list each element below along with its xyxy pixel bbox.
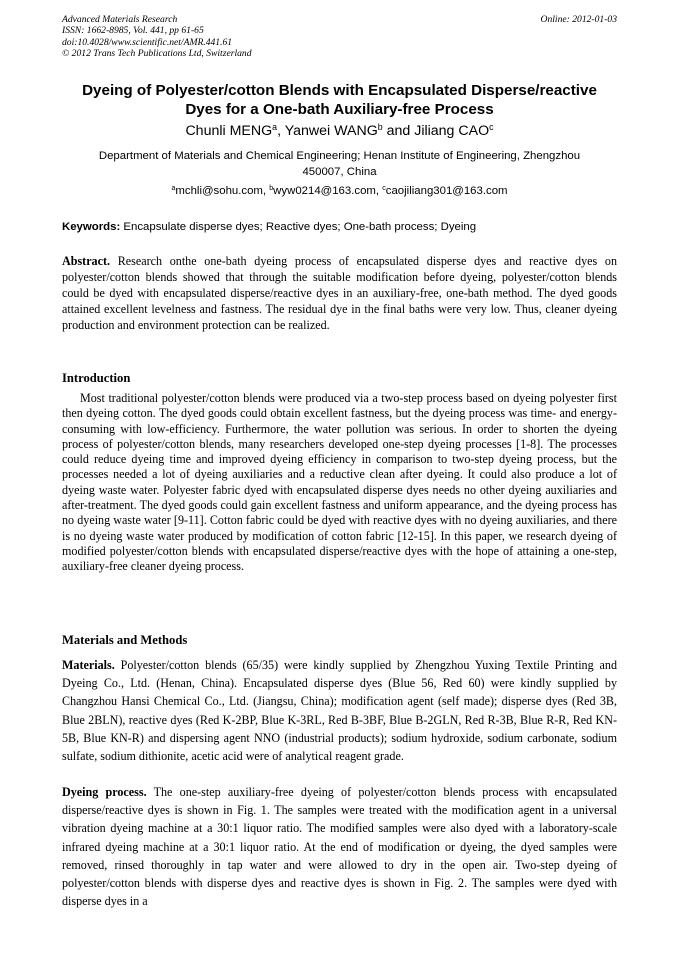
author-name: Jiliang CAO (414, 123, 490, 139)
introduction-body: Most traditional polyester/cotton blends were produced via a two-step process based on dyeing polyester first then dyeing cotton. The dyed goods could obtain excellent fastness, but the dyeing process was time- and energy-consuming with low-efficiency. Furthermore, the water pollution was serious. In order to shorten the dyeing process of polyester/cotton blends, many researchers developed one-step dyeing processes [1-8]. The processes could reduce dyeing time and improved dyeing efficiency in comparison to two-step dyeing process, but the processes needed a lot of dyeing auxiliaries and a reductive clean after dyeing. It could also produce a lot of dyeing waste water. Polyester fabric dyed with encapsulated disperse dyes needs no other dyeing auxiliaries and after-treatment. The dyed goods could gain excellent fastness and uniform appearance, and the dyeing process has no dyeing waste water [9-11]. Cotton fabric could be dyed with reactive dyes with no dyeing auxiliaries, and there is no dyeing waste water produced by modification of cotton fabric [12-15]. In this paper, we research dyeing of modified polyester/cotton blends with encapsulated disperse/reactive dyes with the hope of attaining a one-step, auxiliary-free cleaner dyeing process. (62, 391, 617, 574)
affiliation-line-2: 450007, China (302, 166, 377, 178)
abstract (62, 253, 617, 333)
author-affil-mark: a (272, 122, 278, 133)
author-name: Chunli MENG (185, 123, 273, 139)
author-separator: and (382, 123, 415, 139)
journal-name: Advanced Materials Research (62, 14, 178, 25)
email-mark: c (382, 185, 386, 193)
introduction-heading: Introduction (62, 371, 131, 385)
title-line-2: Dyes for a One-bath Auxiliary-free Process (185, 100, 494, 118)
abstract-label: Abstract. (62, 254, 111, 268)
paper-title (62, 82, 617, 119)
email-address: mchli@sohu.com, (175, 185, 270, 197)
materials-paragraph (62, 656, 617, 765)
email-address: caojiliang301@163.com (385, 185, 508, 197)
email-mark: b (269, 185, 274, 193)
title-line-1: Dyeing of Polyester/cotton Blends with Encapsulated Disperse/reactive (82, 82, 597, 99)
doi-line: doi:10.4028/www.scientific.net/AMR.441.61 (62, 36, 233, 48)
author-separator: , (277, 123, 285, 139)
keywords-label: Keywords: (62, 221, 121, 233)
methods-heading: Materials and Methods (62, 633, 188, 647)
dyeing-process-label: Dyeing process. (62, 785, 147, 799)
dyeing-process-paragraph (62, 783, 617, 910)
materials-label: Materials. (62, 658, 115, 672)
affiliation (62, 148, 617, 180)
affiliation-line-1: Department of Materials and Chemical Engineering; Henan Institute of Engineering, Zhengzhou (98, 150, 581, 162)
keywords-text: Encapsulate disperse dyes; Reactive dyes; One-bath process; Dyeing (120, 221, 477, 233)
materials-text: Polyester/cotton blends (65/35) were kindly supplied by Zhengzhou Yuxing Textile Printing and Dyeing Co., Ltd. (Henan, China). Encapsulated disperse dyes (Blue 56, Red 60) were kindly supplied by Changzhou Hansi Chemical Co., Ltd. (Jiangsu, China); modification agent (self made); disperse dyes (Red 3B, Blue 2BLN), reactive dyes (Red K-2BP, Blue K-3RL, Red B-3BF, Blue B-2GLN, Red R-3B, Blue R-R, Red KN-5B, Blue KN-R) and dispersing agent NNO (industrial products); sodium hydroxide, sodium carbonate, sodium sulfate, sodium dithionite, acetic acid were of analytical reagent grade. (62, 658, 617, 764)
journal-header (62, 14, 617, 60)
copyright-line: © 2012 Trans Tech Publications Ltd, Switzerland (62, 48, 252, 60)
author-affil-mark: c (489, 122, 494, 133)
issn-line: ISSN: 1662-8985, Vol. 441, pp 61-65 (62, 25, 204, 37)
email-address: wyw0214@163.com, (273, 185, 383, 197)
author-affil-mark: b (377, 122, 383, 133)
abstract-text: Research onthe one-bath dyeing process of encapsulated disperse dyes and reactive dyes on polyester/cotton blends showed that through the suitable modification before dyeing, polyester/cotton blends could be dyed with encapsulated disperse/reactive dyes in an auxiliary-free, one-bath method. The dyed goods attained excellent levelness and fastness. The residual dye in the final baths were very low. Thus, cleaner dyeing production and environment protection can be realized. (62, 254, 617, 332)
keywords (62, 219, 617, 235)
email-mark: a (171, 185, 176, 193)
online-date: Online: 2012-01-03 (540, 14, 617, 25)
author-emails (62, 183, 617, 199)
author-list (62, 122, 617, 140)
author-name: Yanwei WANG (284, 123, 378, 139)
dyeing-process-text: The one-step auxiliary-free dyeing of polyester/cotton blends process with encapsulated disperse/reactive dyes is shown in Fig. 1. The samples were treated with the modification agent in a universal vibration dyeing machine at a 30:1 liquor ratio. The modified samples were also dyed with a laboratory-scale infrared dyeing machine at a 30:1 liquor ratio. At the end of modification or dyeing, the dyed samples were removed, rinsed thoroughly in tap water and were allowed to dry in the open air. Two-step dyeing of polyester/cotton blends with disperse dyes and reactive dyes is shown in Fig. 2. The samples were dyed with disperse dyes in a (62, 785, 617, 909)
